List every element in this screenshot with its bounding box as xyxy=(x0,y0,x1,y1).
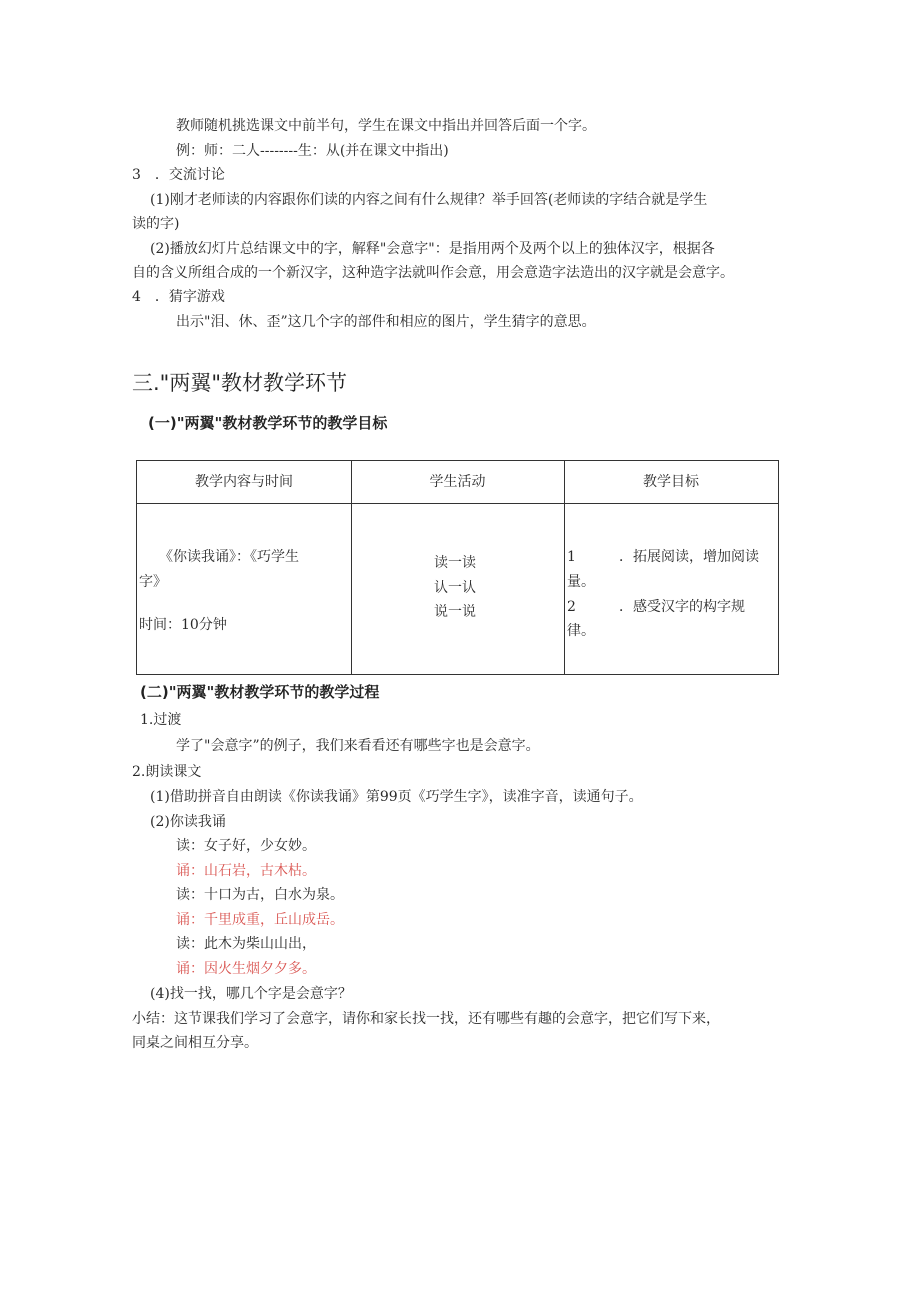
item4-text: 出示"泪、休、歪”这几个字的部件和相应的图片，学生猜字的意思。 xyxy=(176,314,596,330)
recite-line: 读：此木为柴山山出， xyxy=(176,936,316,952)
table-activity: 认一认 xyxy=(434,580,476,596)
process-s2-p4: (4)找一找，哪几个字是会意字？ xyxy=(150,986,352,1002)
table-goal2-line1: ．感受汉字的构字规 xyxy=(619,599,745,615)
table-goal2-num: 2 xyxy=(567,599,576,615)
recite-line: 诵：千里成重，丘山成岳。 xyxy=(176,912,344,928)
goals-table xyxy=(136,460,779,675)
table-goal2-line2: 律。 xyxy=(567,623,595,639)
process-s2-p2: (2)你读我诵 xyxy=(150,814,226,830)
recite-line: 诵：因火生烟夕夕多。 xyxy=(176,961,316,977)
summary-line1: 小结：这节课我们学习了会意字，请你和家长找一找，还有哪些有趣的会意字，把它们写下来， xyxy=(132,1011,720,1027)
summary-line2: 同桌之间相互分享。 xyxy=(132,1035,258,1051)
table-divider xyxy=(351,461,352,674)
process-s1-title: 1.过渡 xyxy=(140,712,182,728)
section3-sub2: (二)"两翼"教材教学环节的教学过程 xyxy=(140,683,380,701)
section3-sub1: (一)"两翼"教材教学环节的教学目标 xyxy=(148,414,388,432)
item3-title: 3 ．交流讨论 xyxy=(132,167,225,183)
table-divider xyxy=(564,461,565,674)
item4-title: 4 ．猜字游戏 xyxy=(132,289,225,305)
table-header-goals: 教学目标 xyxy=(643,474,699,490)
table-goal1-num: 1 xyxy=(567,549,576,565)
process-s1-text: 学了"会意字”的例子，我们来看看还有哪些字也是会意字。 xyxy=(176,738,540,754)
table-content-line2: 字》 xyxy=(139,574,167,590)
table-goal1-line2: 量。 xyxy=(567,574,595,590)
recite-line: 读：十口为古，白水为泉。 xyxy=(176,887,344,903)
process-s2-title: 2.朗读课文 xyxy=(132,764,202,780)
table-activity: 读一读 xyxy=(434,555,476,571)
item3-p2-line2: 自的含义所组合成的一个新汉字，这种造字法就叫作会意，用会意造字法造出的汉字就是会意字。 xyxy=(132,265,734,281)
recite-line: 读：女子好，少女妙。 xyxy=(176,838,316,854)
table-divider xyxy=(137,503,778,504)
table-content-time: 时间：10分钟 xyxy=(139,617,227,633)
table-activity: 说一说 xyxy=(434,604,476,620)
process-s2-p1: (1)借助拼音自由朗读《你读我诵》第99页《巧学生字》，读准字音，读通句子。 xyxy=(150,789,643,805)
item3-p1-line2: 读的字) xyxy=(132,216,180,232)
intro-line-2: 例：师：二人--------生：从(并在课文中指出) xyxy=(176,143,449,159)
table-header-content: 教学内容与时间 xyxy=(195,474,293,490)
table-content-line1: 《你读我诵》：《巧学生 xyxy=(159,549,299,565)
table-header-activities: 学生活动 xyxy=(429,474,486,490)
section3-heading: 三."两翼"教材教学环节 xyxy=(132,371,347,395)
table-goal1-line1: ．拓展阅读，增加阅读 xyxy=(619,549,759,565)
item3-p2-line1: (2)播放幻灯片总结课文中的字，解释"会意字"：是指用两个及两个以上的独体汉字，根据各 xyxy=(150,241,715,257)
intro-line-1: 教师随机挑选课文中前半句，学生在课文中指出并回答后面一个字。 xyxy=(176,118,596,134)
recite-line: 诵：山石岩，古木枯。 xyxy=(176,863,316,879)
item3-p1-line1: (1)刚才老师读的内容跟你们读的内容之间有什么规律？举手回答(老师读的字结合就是学生 xyxy=(150,192,708,208)
